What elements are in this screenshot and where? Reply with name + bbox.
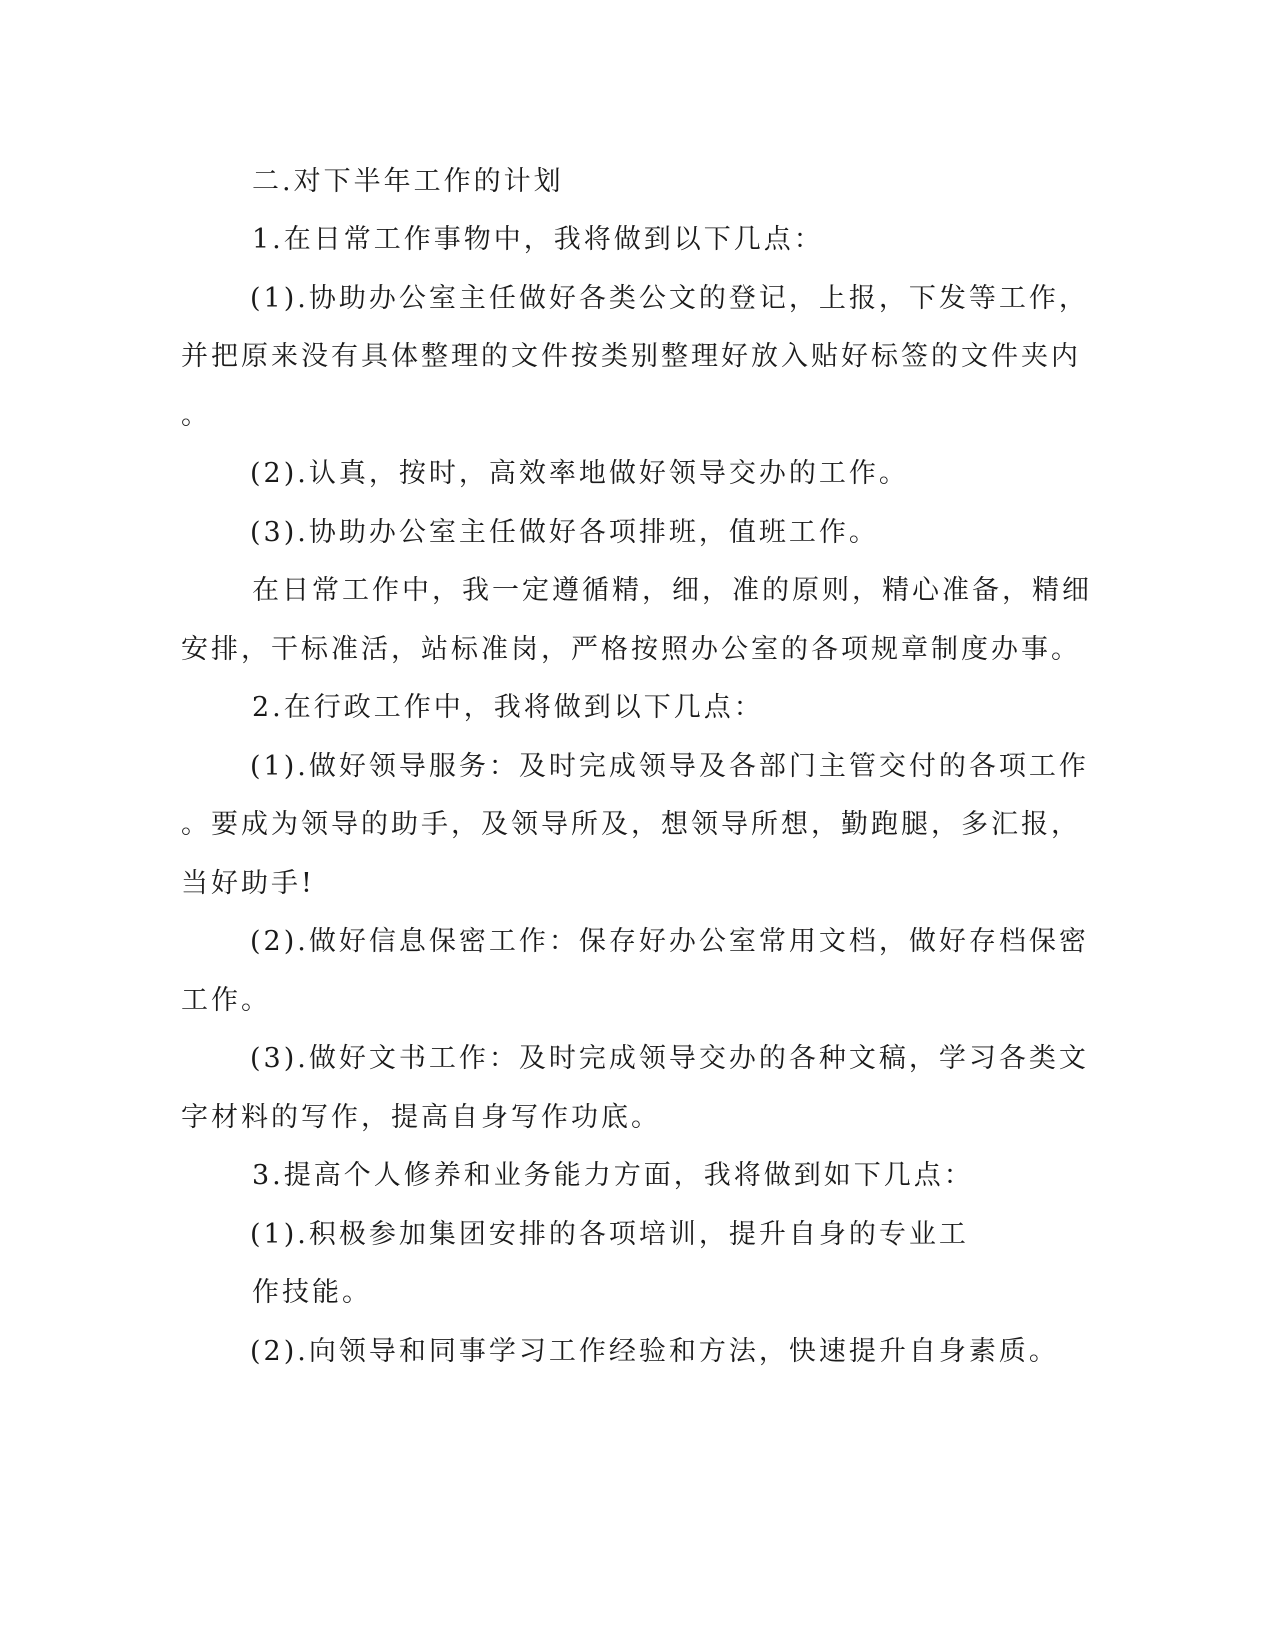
section-heading: 二.对下半年工作的计划 <box>252 166 564 197</box>
item-1-1-line-1: (1).协助办公室主任做好各类公文的登记，上报，下发等工作， <box>250 283 1089 314</box>
item-1-3: (3).协助办公室主任做好各项排班，值班工作。 <box>250 517 879 548</box>
item-1-2: (2).认真，按时，高效率地做好领导交办的工作。 <box>250 458 909 489</box>
item-2-3-line-2: 字材料的写作，提高自身写作功底。 <box>181 1102 661 1133</box>
item-1-1-line-2: 并把原来没有具体整理的文件按类别整理好放入贴好标签的文件夹内 <box>181 341 1081 372</box>
item-2-1-line-2: 。要成为领导的助手，及领导所及，想领导所想，勤跑腿，多汇报， <box>181 809 1081 840</box>
item-2-2-line-2: 工作。 <box>181 985 271 1016</box>
item-2-1-line-1: (1).做好领导服务：及时完成领导及各部门主管交付的各项工作 <box>250 751 1089 782</box>
item-3-1-line-1: (1).积极参加集团安排的各项培训，提升自身的专业工 <box>250 1219 969 1250</box>
item-2-3-line-1: (3).做好文书工作：及时完成领导交办的各种文稿，学习各类文 <box>250 1043 1089 1074</box>
item-2-1-line-3: 当好助手! <box>181 868 315 899</box>
item-2-2-line-1: (2).做好信息保密工作：保存好办公室常用文档，做好存档保密 <box>250 926 1089 957</box>
summary-paragraph-line-2: 安排，干标准活，站标准岗，严格按照办公室的各项规章制度办事。 <box>181 634 1081 665</box>
item-2-heading: 2.在行政工作中，我将做到以下几点： <box>252 692 764 723</box>
item-3-heading: 3.提高个人修养和业务能力方面，我将做到如下几点： <box>252 1160 974 1191</box>
item-1-1-line-3: 。 <box>181 400 211 431</box>
item-3-1-line-2: 作技能。 <box>252 1277 372 1308</box>
item-3-2: (2).向领导和同事学习工作经验和方法，快速提升自身素质。 <box>250 1336 1059 1367</box>
item-1-heading: 1.在日常工作事物中，我将做到以下几点： <box>252 224 824 255</box>
summary-paragraph-line-1: 在日常工作中，我一定遵循精，细，准的原则，精心准备，精细 <box>252 575 1092 606</box>
